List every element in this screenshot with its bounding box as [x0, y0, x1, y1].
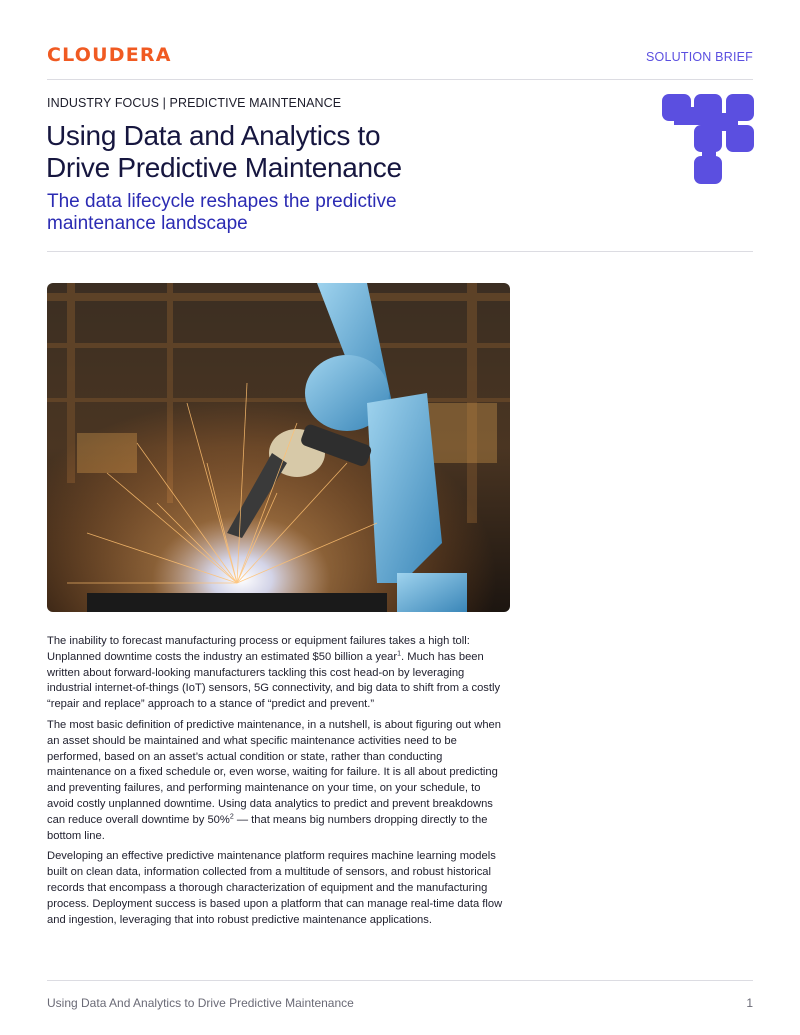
- title-divider: [47, 251, 753, 252]
- logo-wordmark: CLOUDERA: [47, 44, 172, 66]
- p2-text-b: — that means big numbers dropping directly to the bottom line.: [47, 813, 488, 842]
- title-line-2: Drive Predictive Maintenance: [46, 152, 402, 183]
- robotic-welding-photo: [47, 283, 510, 612]
- header-divider: [47, 79, 753, 80]
- subtitle-line-2: maintenance landscape: [47, 213, 248, 234]
- cloudera-brand-mark-icon: [662, 93, 754, 185]
- body-paragraph-2: [47, 718, 507, 844]
- body-paragraph-1: [47, 634, 507, 713]
- page-number: 1: [746, 996, 753, 1010]
- footnote-ref-1: 1: [397, 650, 402, 658]
- title-line-1: Using Data and Analytics to: [46, 120, 381, 151]
- body-paragraph-3: Developing an effective predictive maintenance platform requires machine learning models built on clean data, information collected from a multitude of sensors, and robust historical records that encompass a thorough characterization of equipment and the manufacturing process. Deployment success is based upon a platform that can manage real-time data flow and ingestion, leveraging that into robust predictive maintenance applications.: [47, 850, 503, 926]
- subtitle-line-1: The data lifecycle reshapes the predictive: [47, 191, 397, 212]
- footnote-ref-2: 2: [229, 813, 234, 821]
- article-body: [47, 634, 507, 933]
- footer-document-title: Using Data And Analytics to Drive Predictive Maintenance: [47, 996, 354, 1010]
- document-type-label: SOLUTION BRIEF: [646, 50, 753, 64]
- page-title: [46, 120, 606, 184]
- industry-focus-kicker: INDUSTRY FOCUS | PREDICTIVE MAINTENANCE: [47, 96, 342, 110]
- p1-text-a: The inability to forecast manufacturing process or equipment failures takes a high toll: Unplanned downtime costs the industry an estimated $50 billion a year: [47, 635, 470, 663]
- p1-text-b: . Much has been written about forward-looking manufacturers tackling this cost head-on by leveraging industrial internet-of-things (IoT) sensors, 5G connectivity, and big data to shift from a costly “repair and replace” approach to a stance of “predict and prevent.”: [47, 650, 501, 711]
- cloudera-logo: [47, 44, 172, 66]
- page-subtitle: [47, 191, 467, 235]
- footer-divider: [47, 980, 753, 981]
- p2-text-a: The most basic definition of predictive maintenance, in a nutshell, is about figuring out when an asset should be maintained and what specific maintenance activities need to be performed, based on an asset’s actual condition or state, rather than conducting maintenance on a fixed schedule or, even worse, waiting for failure. It is all about predicting and preventing failures, and performing maintenance on your time, on your schedule, to avoid costly unplanned downtime. Using data analytics to predict and prevent breakdowns can reduce overall downtime by 50%: [47, 718, 501, 826]
